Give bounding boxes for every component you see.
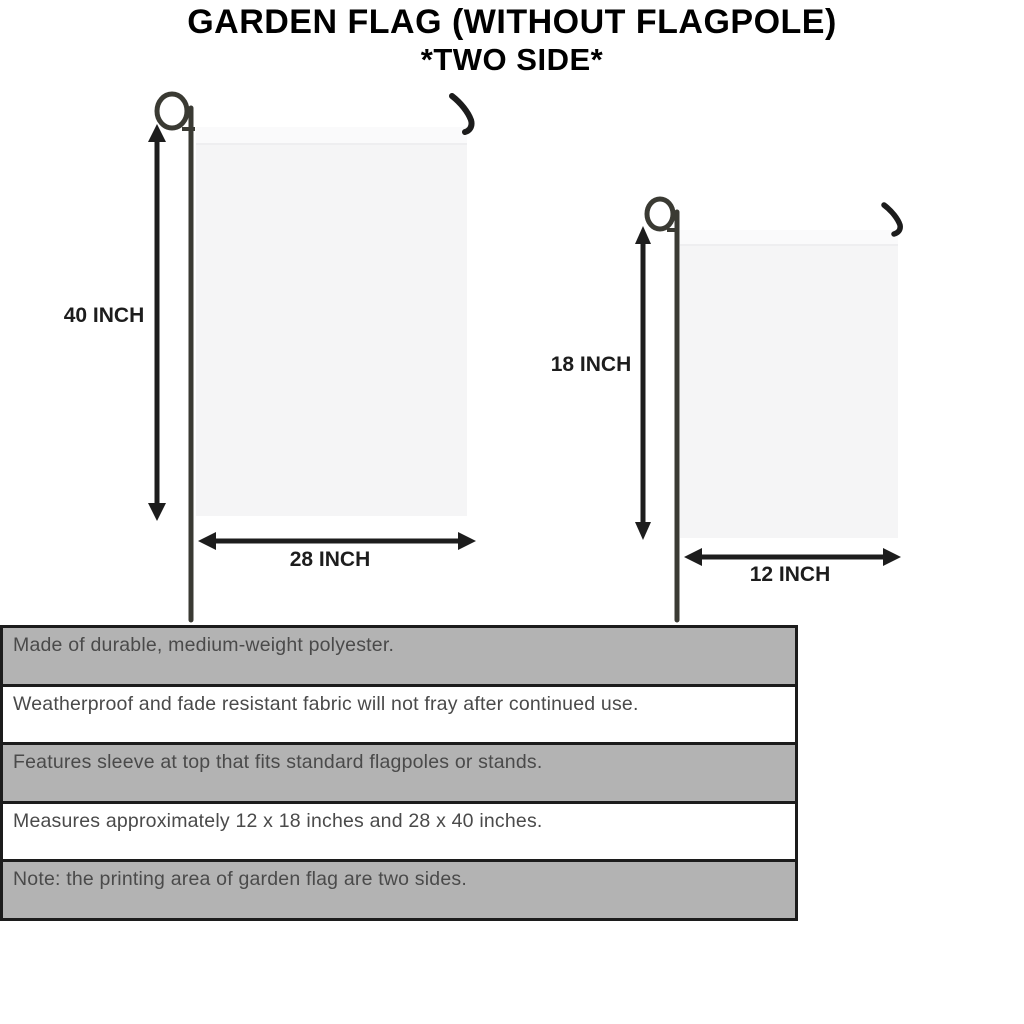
small-flag-figure <box>551 199 901 620</box>
large-flag-height-label: 40 INCH <box>63 304 145 327</box>
arrow-head-right-icon <box>883 548 901 566</box>
feature-row: Measures approximately 12 x 18 inches and 28 x 40 inches. <box>3 801 795 860</box>
feature-row: Weatherproof and fade resistant fabric will not fray after continued use. <box>3 684 795 743</box>
large-flag-sleeve <box>196 127 467 143</box>
page-title: GARDEN FLAG (WITHOUT FLAGPOLE) <box>187 3 837 41</box>
small-flag-pole-loop <box>647 199 673 229</box>
page-subtitle: *TWO SIDE* <box>420 42 604 77</box>
large-flag-width-label: 28 INCH <box>289 548 371 571</box>
features-table <box>0 625 798 921</box>
feature-row: Made of durable, medium-weight polyester. <box>3 628 795 684</box>
feature-row: Note: the printing area of garden flag are two sides. <box>3 859 795 918</box>
small-flag-height-arrow <box>635 226 651 540</box>
large-flag-pole-loop <box>157 94 187 128</box>
small-flag-sleeve <box>680 230 898 244</box>
large-flag-canvas <box>196 127 467 516</box>
small-flag-width-label: 12 INCH <box>749 563 831 586</box>
large-flag-hanger-hook-icon <box>452 96 472 132</box>
arrow-head-down-icon <box>635 522 651 540</box>
arrow-head-down-icon <box>148 503 166 521</box>
arrow-head-up-icon <box>635 226 651 244</box>
feature-row: Features sleeve at top that fits standard flagpoles or stands. <box>3 742 795 801</box>
small-flag-height-label: 18 INCH <box>550 353 632 376</box>
large-flag-figure <box>64 94 476 620</box>
small-flag-canvas <box>680 230 898 538</box>
small-flag-hanger-hook-icon <box>884 205 900 234</box>
arrow-head-left-icon <box>198 532 216 550</box>
large-flag-height-arrow <box>148 124 166 521</box>
arrow-head-right-icon <box>458 532 476 550</box>
arrow-head-left-icon <box>684 548 702 566</box>
